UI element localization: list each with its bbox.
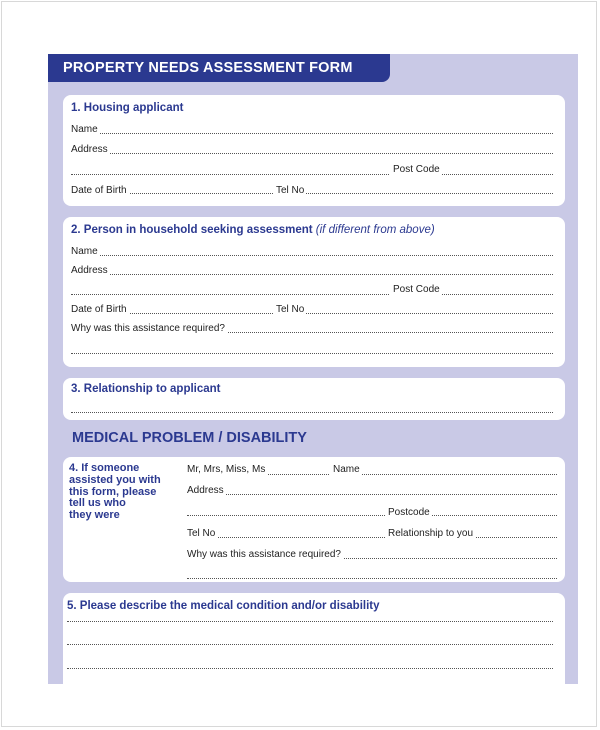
- section-2-note: (if different from above): [315, 224, 435, 236]
- helper-relationship-label: Relationship to you: [385, 528, 475, 539]
- address-field[interactable]: [71, 153, 553, 154]
- section-4-title: [69, 463, 179, 522]
- name-field[interactable]: [71, 133, 553, 134]
- section-person-seeking-assessment: [63, 217, 565, 367]
- helper-why-field-line-2[interactable]: [187, 578, 557, 579]
- medical-condition-line[interactable]: [67, 621, 553, 622]
- medical-heading: MEDICAL PROBLEM / DISABILITY: [72, 430, 307, 446]
- tel-label: Tel No: [273, 185, 306, 196]
- form-title: PROPERTY NEEDS ASSESSMENT FORM: [48, 54, 390, 82]
- section-relationship-to-applicant: [63, 378, 565, 420]
- dob-tel-field[interactable]: [71, 193, 553, 194]
- helper-name-label: Name: [330, 464, 362, 475]
- section-4-title-line: 4. If someone: [69, 462, 140, 474]
- section-2-title-text: 2. Person in household seeking assessment: [71, 224, 313, 236]
- dob-label-2: Date of Birth: [71, 304, 127, 315]
- post-code-label-2: Post Code: [390, 284, 442, 295]
- section-assisted-by: [63, 457, 565, 582]
- address-field-2[interactable]: [71, 274, 553, 275]
- dob-tel-field-2[interactable]: [71, 313, 553, 314]
- address-label-2: Address: [71, 265, 108, 276]
- name-label: Name: [71, 124, 98, 135]
- section-3-title: 3. Relationship to applicant: [71, 383, 221, 395]
- section-1-title: 1. Housing applicant: [71, 102, 184, 114]
- helper-tel-label: Tel No: [187, 528, 216, 539]
- why-field-2-line-2[interactable]: [71, 353, 553, 354]
- helper-title-label: Mr, Mrs, Miss, Ms: [187, 464, 266, 475]
- section-5-title: 5. Please describe the medical condition and/or disability: [67, 600, 380, 612]
- name-label-2: Name: [71, 246, 98, 257]
- name-field-2[interactable]: [71, 255, 553, 256]
- why-label-2: Why was this assistance required?: [71, 323, 225, 334]
- address-line-2-field-2[interactable]: [71, 294, 553, 295]
- medical-condition-line[interactable]: [67, 644, 553, 645]
- medical-condition-line[interactable]: [67, 668, 553, 669]
- address-label: Address: [71, 144, 108, 155]
- section-2-title: [71, 224, 435, 236]
- section-housing-applicant: [63, 95, 565, 206]
- helper-why-label: Why was this assistance required?: [187, 549, 341, 560]
- dob-label: Date of Birth: [71, 185, 127, 196]
- post-code-label: Post Code: [390, 164, 442, 175]
- section-4-title-line: they were: [69, 509, 120, 522]
- section-4-title-line: assisted you with: [69, 473, 161, 486]
- helper-address-line-2-field[interactable]: [187, 515, 557, 516]
- section-4-title-line: tell us who: [69, 497, 126, 510]
- relationship-field[interactable]: [71, 412, 553, 413]
- section-4-title-line: this form, please: [69, 485, 157, 498]
- helper-address-label: Address: [187, 485, 224, 496]
- tel-label-2: Tel No: [273, 304, 306, 315]
- helper-postcode-label: Postcode: [385, 507, 432, 518]
- helper-address-field[interactable]: [187, 494, 557, 495]
- address-line-2-field[interactable]: [71, 174, 553, 175]
- helper-tel-relationship-field[interactable]: [187, 537, 557, 538]
- section-medical-condition: [63, 593, 565, 703]
